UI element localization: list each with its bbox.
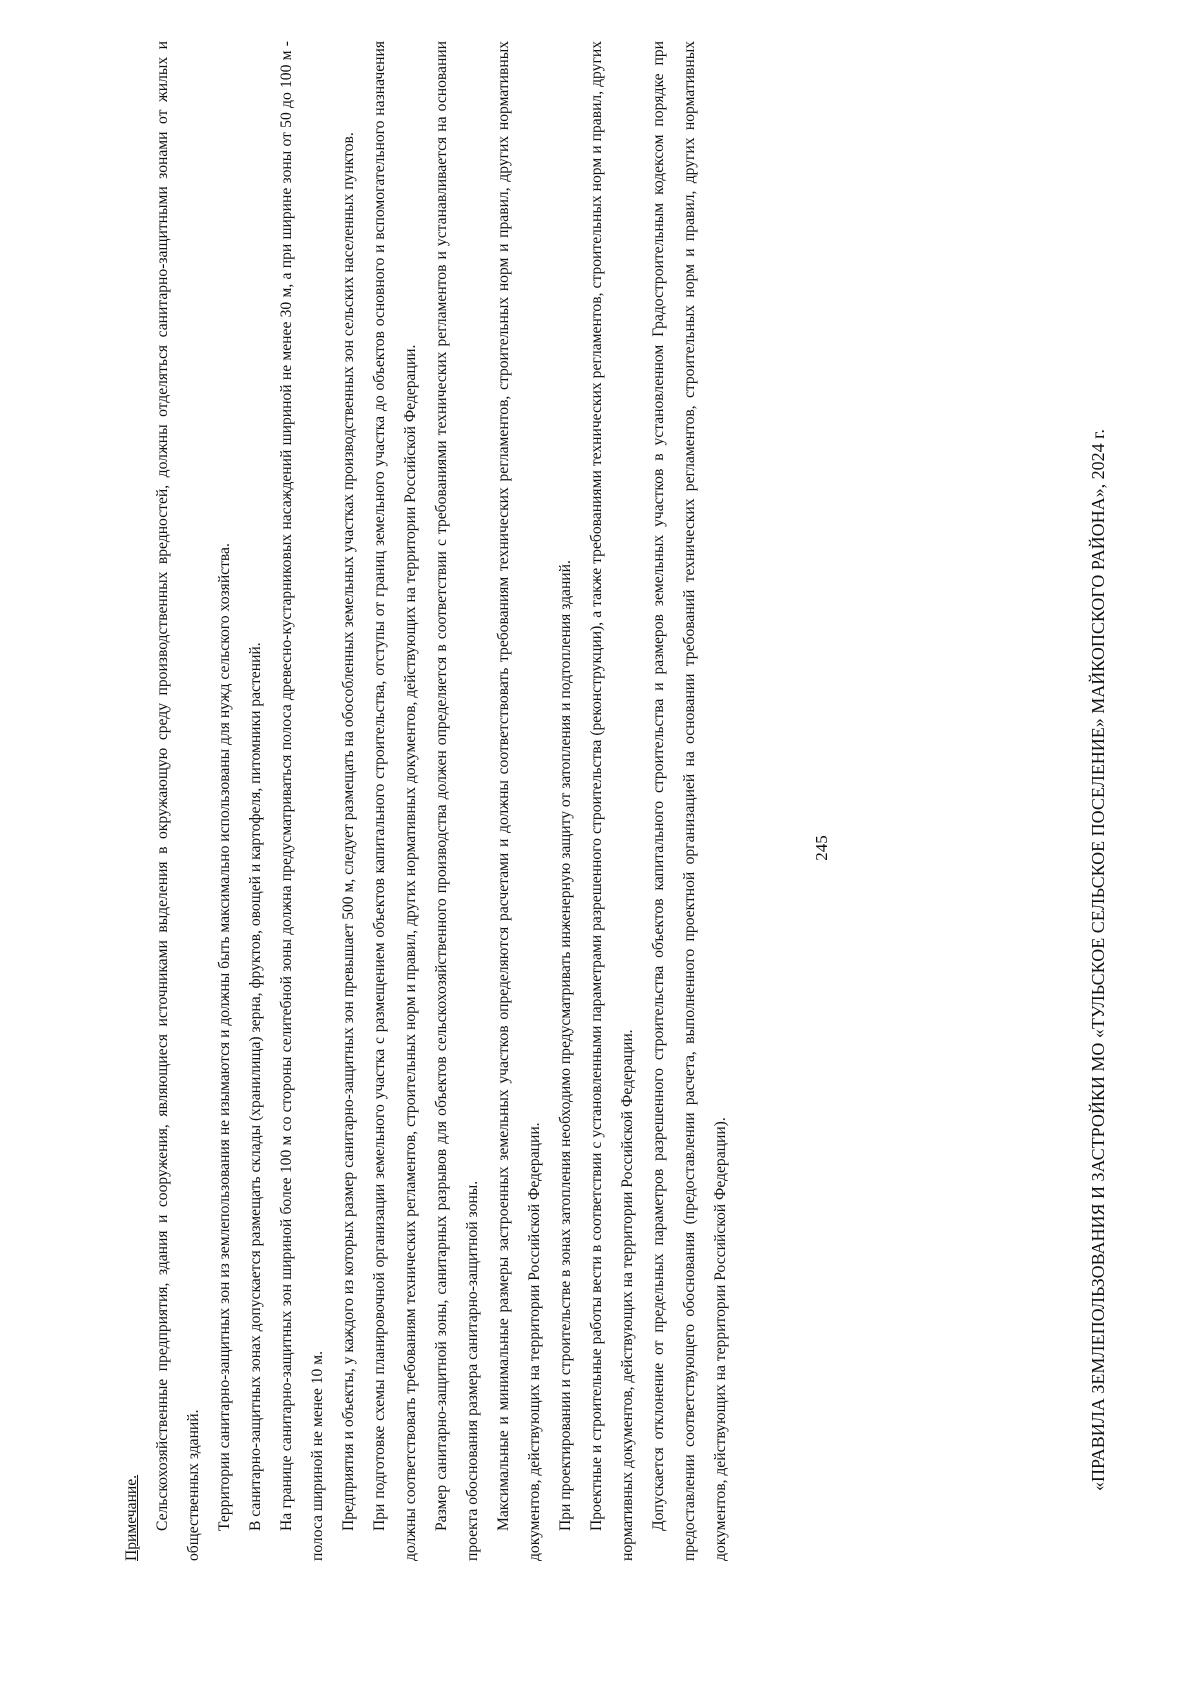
paragraph: При проектировании и строительстве в зонах затопления необходимо предусматривать инженерную защиту от затопления и подтопления зданий. — [557, 560, 574, 1531]
paragraph: Сельскохозяйственные предприятия, здания и сооружения, являющиеся источниками выделения в окружающую среду производственных вредностей, должны отделяться санитарно-защитными зонами от жилых и общественных зданий. — [154, 41, 202, 1561]
paragraph: Проектные и строительные работы вести в соответствии с установленными параметрами разрешенного строительства (реконструкции), а также требованиями технических регламентов, строительных норм и правил, других нормативных документов, действующих на территории Российской Федерации. — [588, 41, 636, 1561]
document-body — [116, 41, 736, 1561]
paragraph: При подготовке схемы планировочной организации земельного участка с размещением объектов капитального строительства, отступы от границ земельного участка до объектов основного и вспомогательного назначения должны соответствовать требованиям технических регламентов, строительных норм и правил, других нормативных документов, действующих на территории Российской Федерации. — [371, 41, 419, 1561]
paragraph: Территории санитарно-защитных зон из землепользования не изымаются и должны быть максимально использованы для нужд сельского хозяйства. — [216, 543, 233, 1531]
paragraph: В санитарно-защитных зонах допускается размещать склады (хранилища) зерна, фруктов, овощей и картофеля, питомники растений. — [247, 642, 264, 1531]
document-footer: «ПРАВИЛА ЗЕМЛЕПОЛЬЗОВАНИЯ И ЗАСТРОЙКИ МО «ТУЛЬСКОЕ СЕЛЬСКОЕ ПОСЕЛЕНИЕ» МАЙКОПСКОГО РАЙОНА», 2024 г. — [1088, 429, 1108, 1491]
paragraph: На границе санитарно-защитных зон шириной более 100 м со стороны селитебной зоны должна предусматриваться полоса древесно-кустарниковых насаждений шириной не менее 30 м, а при ширине зоны от 50 до 100 м - полоса шириной не менее 10 м. — [278, 41, 326, 1561]
paragraph: Допускается отклонение от предельных параметров разрешенного строительства объектов капитального строительства и размеров земельных участков в установленном Градостроительным кодексом порядке при предоставлении соответствующего обоснования (предоставлении расчета, выполненного проектной организацией на основании требований технических регламентов, строительных норм и правил, других нормативных документов, действующих на территории Российской Федерации). — [650, 41, 729, 1561]
paragraph: Размер санитарно-защитной зоны, санитарных разрывов для объектов сельскохозяйственного производства должен определяется в соответствии с требованиями технических регламентов и устанавливается на основании проекта обоснования размера санитарно-защитной зоны. — [433, 41, 481, 1561]
page-number: 245 — [812, 835, 831, 861]
paragraph: Предприятия и объекты, у каждого из которых размер санитарно-защитных зон превышает 500 м, следует размещать на обособленных земельных участках производственных зон сельских населенных пунктов. — [340, 132, 357, 1531]
note-heading: Примечание. — [123, 1474, 140, 1561]
paragraph: Максимальные и минимальные размеры застроенных земельных участков определяются расчетами и должны соответствовать требованиям технических регламентов, строительных норм и правил, других нормативных документов, действующих на территории Российской Федерации. — [495, 41, 543, 1561]
